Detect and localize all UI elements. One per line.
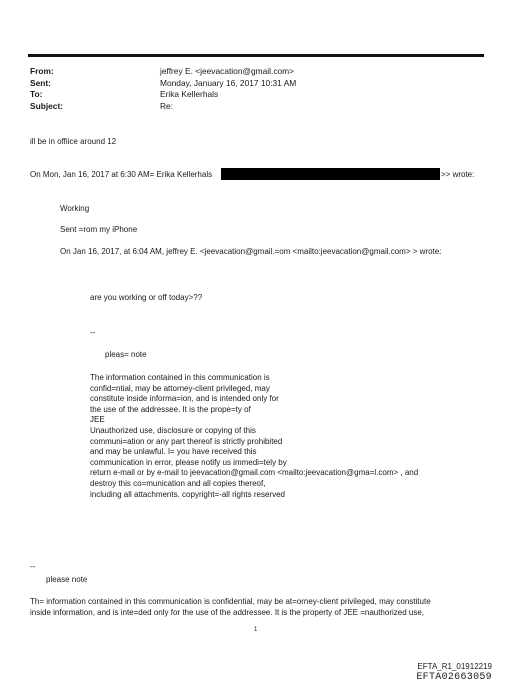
signature-dashes: --: [90, 328, 96, 337]
disclaimer-line: The information contained in this communication is: [90, 373, 270, 382]
sent-value: Monday, January 16, 2017 10:31 AM: [160, 77, 297, 88]
to-label: To:: [30, 89, 43, 99]
to-row: [30, 89, 296, 101]
quote1-wrote: >> wrote:: [441, 170, 475, 179]
sent-from-text: Sent =rom my iPhone: [60, 225, 138, 234]
disclaimer-line: confid=ntial, may be attorney-client privileged, may: [90, 383, 270, 393]
disclaimer-line: the use of the addressee. It is the prope=ty of: [90, 404, 251, 414]
disclaimer-line: constitute inside informa=ion, and is intended only for: [90, 394, 279, 404]
please-note-heading: pleas= note: [105, 350, 147, 359]
subject-row: [30, 101, 296, 113]
subject-label: Subject:: [30, 100, 64, 111]
bottom-please-note: please note: [46, 575, 88, 584]
disclaimer-line: including all attachments. copyright=-all rights reserved: [90, 489, 285, 499]
reply-text: ill be in offiice around 12: [30, 137, 117, 146]
disclaimer-line: communication in error, please notify us immedi=tely by: [90, 457, 287, 467]
disclaimer-paragraph: [90, 373, 418, 500]
quote1-attribution: On Mon, Jan 16, 2017 at 6:30 AM= Erika Kellerhals: [30, 170, 213, 179]
redaction-bar: [221, 168, 440, 180]
page-number: 1: [254, 627, 258, 633]
bottom-disclaimer-line-2: inside information, and is inte=ded only for the use of the addressee. It is the property of JEE =nauthorized use,: [30, 608, 425, 617]
header-rule: [28, 54, 484, 57]
disclaimer-line: return e-mail or by e-mail to jeevacation@gmail.com <mailto:jeevacation@gma=l.com> , and: [90, 468, 419, 478]
from-value: jeffrey E. <jeevacation@gmail.com>: [160, 66, 295, 76]
subject-value: Re:: [160, 100, 174, 111]
quote2-attribution: On Jan 16, 2017, at 6:04 AM, jeffrey E. <jeevacation@gmail.=om <mailto:jeevacation@gmail.com> > wrote:: [60, 247, 442, 256]
from-row: [30, 66, 296, 78]
email-header: [30, 66, 296, 112]
efta-reference-1: EFTA_R1_01912219: [417, 662, 492, 671]
disclaimer-line: and may be unlawful. I= you have received this: [90, 447, 257, 457]
bottom-disclaimer-line-1: Th= information contained in this communication is confidential, may be at=orney-client privileged, may constitute: [30, 597, 431, 606]
disclaimer-line: JEE: [90, 415, 105, 425]
to-value: Erika Kellerhals: [160, 89, 219, 99]
working-text: Working: [60, 204, 90, 213]
bottom-dashes: --: [30, 562, 36, 571]
from-label: From:: [30, 66, 54, 76]
sent-label: Sent:: [30, 77, 51, 88]
disclaimer-line: communi=ation or any part thereof is strictly prohibited: [90, 436, 283, 446]
efta-reference-2: EFTA02663059: [416, 672, 492, 683]
disclaimer-line: destroy this co=munication and all copies thereof,: [90, 478, 266, 488]
question-text: are you working or off today>??: [90, 293, 203, 302]
disclaimer-line: Unauthorized use, disclosure or copying of this: [90, 425, 256, 435]
sent-row: [30, 78, 296, 90]
